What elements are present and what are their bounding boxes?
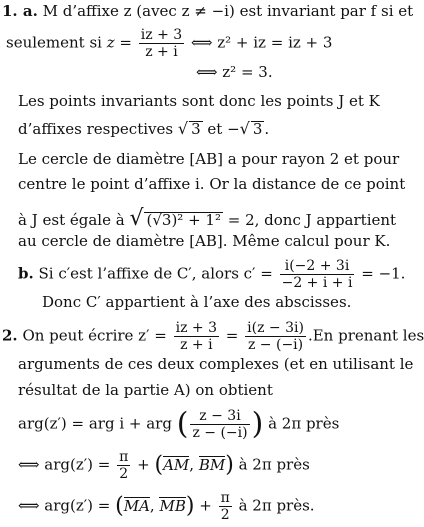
line-10-text: Si c′est l’affixe de C′, alors c′ =: [38, 264, 273, 283]
item-1b-label: b.: [18, 264, 34, 283]
line-1: [2, 4, 413, 19]
vector-mb: MB: [159, 496, 186, 515]
fraction-numerator: iz + 3: [175, 320, 218, 336]
line-15: [18, 408, 339, 441]
fraction-numerator: π: [220, 490, 230, 506]
fraction-arg: [190, 408, 249, 441]
vector-bm: BM: [198, 455, 226, 474]
line-13-text: arguments de ces deux complexes (et en utilisant le: [18, 355, 414, 373]
line-17-prefix: ⟺ arg(z′) =: [18, 496, 111, 515]
sqrt-3: 3: [191, 120, 201, 138]
line-12-text: On peut écrire z′ =: [22, 326, 167, 345]
fraction-denominator: 2: [220, 507, 230, 524]
vector-ma: MA: [123, 496, 150, 515]
fraction-denominator: z − (−i): [192, 425, 248, 442]
line-2-z: z =: [106, 33, 132, 52]
line-6-text: Le cercle de diamètre [AB] a pour rayon 2 et pour: [18, 150, 400, 168]
item-2-label: 2.: [2, 326, 18, 345]
line-15-suffix: à 2π près: [268, 414, 340, 433]
left-paren: (: [176, 406, 189, 442]
right-paren: ): [225, 452, 234, 478]
line-7: [18, 177, 405, 192]
fraction-denominator: z + i: [180, 337, 213, 354]
line-5-mid: et −: [207, 120, 240, 138]
fraction-pi-over-2: [117, 449, 130, 482]
line-17-suffix: à 2π près.: [238, 496, 315, 515]
line-2-equivalence: ⟺ z² + iz = iz + 3: [190, 33, 333, 52]
line-14: [18, 383, 273, 398]
line-11: [42, 295, 351, 310]
line-4-text: Les points invariants sont donc les points J et K: [18, 92, 380, 110]
line-7-text: centre le point d’affixe i. Or la distance de ce point: [18, 175, 406, 193]
fraction-pi-over-2: [219, 490, 232, 523]
line-3-equation: ⟺ z² = 3.: [196, 63, 273, 81]
right-paren: ): [251, 406, 264, 442]
plus-sign: +: [137, 455, 150, 474]
line-13: [18, 357, 413, 372]
sqrt-symbol: √: [239, 119, 250, 138]
left-paren: (: [115, 493, 124, 519]
fraction-z-prime: [174, 320, 219, 353]
line-8-suffix: = 2, donc J appartient: [227, 211, 397, 229]
fraction-numerator: iz + 3: [140, 27, 183, 43]
right-paren: ): [185, 493, 195, 519]
line-9: [18, 234, 390, 249]
line-15-prefix: arg(z′) = arg i + arg: [18, 414, 172, 433]
line-8: [18, 208, 396, 230]
fraction-c-prime: [280, 258, 355, 291]
sqrt-symbol: √: [177, 119, 189, 138]
line-10-result: = −1.: [361, 264, 406, 283]
line-1-text: M d’affixe z (avec z ≠ −i) est invariant par f si et: [42, 2, 414, 20]
plus-sign: +: [199, 496, 212, 515]
line-4: [18, 94, 380, 109]
fraction-denominator: −2 + i + i: [281, 275, 353, 292]
fraction-numerator: z − 3i: [190, 408, 249, 425]
fraction-numerator: i(−2 + 3i: [280, 258, 355, 275]
line-2-prefix: seulement si: [6, 33, 102, 52]
line-5-prefix: d’affixes respectives: [18, 120, 174, 138]
fraction-iz3-over-zi: [139, 27, 184, 60]
line-6: [18, 152, 399, 167]
line-10: [18, 258, 405, 291]
sqrt-symbol-large: √: [129, 206, 144, 231]
vector-am: AM: [163, 455, 190, 474]
line-9-text: au cercle de diamètre [AB]. Même calcul pour K.: [18, 232, 391, 250]
line-5-end: .: [264, 120, 270, 138]
fraction-z-prime-rewritten: [245, 320, 306, 353]
item-1a-label: 1. a.: [2, 2, 38, 20]
fraction-denominator: z − (−i): [247, 337, 304, 354]
distance-radicand: (√3)² + 1²: [146, 211, 221, 229]
left-paren: (: [154, 452, 164, 478]
line-12: [2, 320, 424, 353]
fraction-numerator: π: [119, 449, 129, 465]
sqrt-3-negative: 3: [252, 120, 263, 138]
line-3: [196, 65, 273, 80]
line-5: [18, 121, 269, 137]
line-2: [6, 27, 332, 60]
line-12-suffix: .En prenant les: [307, 326, 424, 345]
line-17: ⟺ arg(z′) = (MA, MB) + $\frac{\pi}{2}$ à 2π près.: [18, 490, 315, 524]
fraction-numerator: i(z − 3i): [247, 320, 304, 336]
line-14-text: résultat de la partie A) on obtient: [18, 381, 273, 399]
line-16-suffix: à 2π près: [238, 455, 310, 474]
fraction-denominator: 2: [119, 466, 129, 483]
line-16: ⟺ arg(z′) = $\frac{\pi}{2}$ + (AM, BM) à 2π près: [18, 449, 310, 483]
equals-sign: =: [225, 326, 239, 345]
fraction-denominator: z + i: [145, 44, 178, 61]
line-11-text: Donc C′ appartient à l’axe des abscisses.: [42, 293, 352, 311]
line-16-prefix: ⟺ arg(z′) =: [18, 455, 111, 474]
line-8-prefix: à J est égale à: [18, 211, 125, 229]
